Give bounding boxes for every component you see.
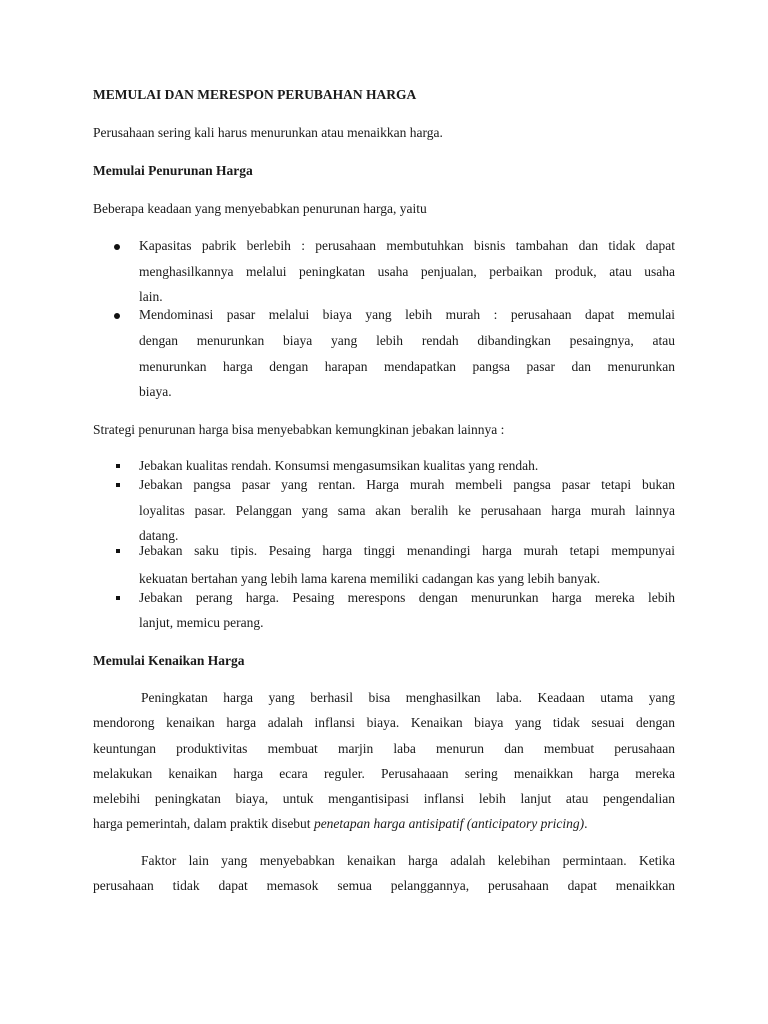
para-1-line-6-end: . [584, 816, 588, 831]
bullet-square-icon [116, 464, 120, 468]
trap-1-line-1: Jebakan kualitas rendah. Konsumsi mengasumsikan kualitas yang rendah. [139, 458, 539, 473]
para-1-line-4: melakukan kenaikan harga ecara reguler. Perusahaaan sering menaikkan harga mereka [93, 766, 675, 781]
bullet-1-line-3: lain. [139, 289, 163, 304]
para-1-line-3: keuntungan produktivitas membuat marjin laba menurun dan membuat perusahaan [93, 741, 675, 756]
section-heading-kenaikan: Memulai Kenaikan Harga [93, 653, 245, 668]
strategy-lead-text: Strategi penurunan harga bisa menyebabkan kemungkinan jebakan lainnya : [93, 422, 505, 437]
bullet-2-line-4: biaya. [139, 384, 172, 399]
bullet-2-line-1: Mendominasi pasar melalui biaya yang lebih murah : perusahaan dapat memulai [139, 307, 675, 322]
bullet-square-icon [116, 596, 120, 600]
para-1-line-5: melebihi peningkatan biaya, untuk mengantisipasi inflansi lebih lanjut atau pengendalian [93, 791, 675, 806]
trap-3-line-2: kekuatan bertahan yang lebih lama karena memiliki cadangan kas yang lebih banyak. [139, 571, 601, 586]
para-1-line-2: mendorong kenaikan harga adalah inflansi biaya. Kenaikan biaya yang tidak sesuai dengan [93, 715, 675, 730]
section-heading-penurunan: Memulai Penurunan Harga [93, 163, 253, 178]
trap-4-line-1: Jebakan perang harga. Pesaing merespons dengan menurunkan harga mereka lebih [139, 590, 675, 605]
para-2-line-1: Faktor lain yang menyebabkan kenaikan harga adalah kelebihan permintaan. Ketika [141, 853, 675, 868]
bullet-dot-icon [114, 244, 120, 250]
trap-2-line-2: loyalitas pasar. Pelanggan yang sama akan beralih ke perusahaan harga murah lainnya [139, 503, 675, 518]
intro-text: Perusahaan sering kali harus menurunkan atau menaikkan harga. [93, 125, 443, 140]
bullet-2-line-3: menurunkan harga dengan harapan mendapatkan pangsa pasar dan menurunkan [139, 359, 675, 374]
trap-2-line-3: datang. [139, 528, 179, 543]
section-lead-text: Beberapa keadaan yang menyebabkan penurunan harga, yaitu [93, 201, 427, 216]
trap-4-line-2: lanjut, memicu perang. [139, 615, 264, 630]
anticipatory-pricing-term: penetapan harga antisipatif (anticipatory pricing) [313, 816, 585, 831]
trap-2-line-1: Jebakan pangsa pasar yang rentan. Harga murah membeli pangsa pasar tetapi bukan [139, 477, 675, 492]
para-1-line-6-text: harga pemerintah, dalam praktik disebut [93, 816, 314, 831]
document-title: MEMULAI DAN MERESPON PERUBAHAN HARGA [93, 87, 417, 102]
bullet-square-icon [116, 483, 120, 487]
para-2-line-2: perusahaan tidak dapat memasok semua pelanggannya, perusahaan dapat menaikkan [93, 878, 675, 893]
trap-3-line-1: Jebakan saku tipis. Pesaing harga tinggi menandingi harga murah tetapi mempunyai [139, 543, 675, 558]
para-1-line-6 [93, 816, 588, 832]
bullet-dot-icon [114, 313, 120, 319]
bullet-2-line-2: dengan menurunkan biaya yang lebih rendah dibandingkan pesaingnya, atau [139, 333, 675, 348]
bullet-1-line-1: Kapasitas pabrik berlebih : perusahaan membutuhkan bisnis tambahan dan tidak dapat [139, 238, 675, 253]
bullet-1-line-2: menghasilkannya melalui peningkatan usaha penjualan, perbaikan produk, atau usaha [139, 264, 675, 279]
bullet-square-icon [116, 549, 120, 553]
para-1-line-1: Peningkatan harga yang berhasil bisa menghasilkan laba. Keadaan utama yang [141, 690, 675, 705]
